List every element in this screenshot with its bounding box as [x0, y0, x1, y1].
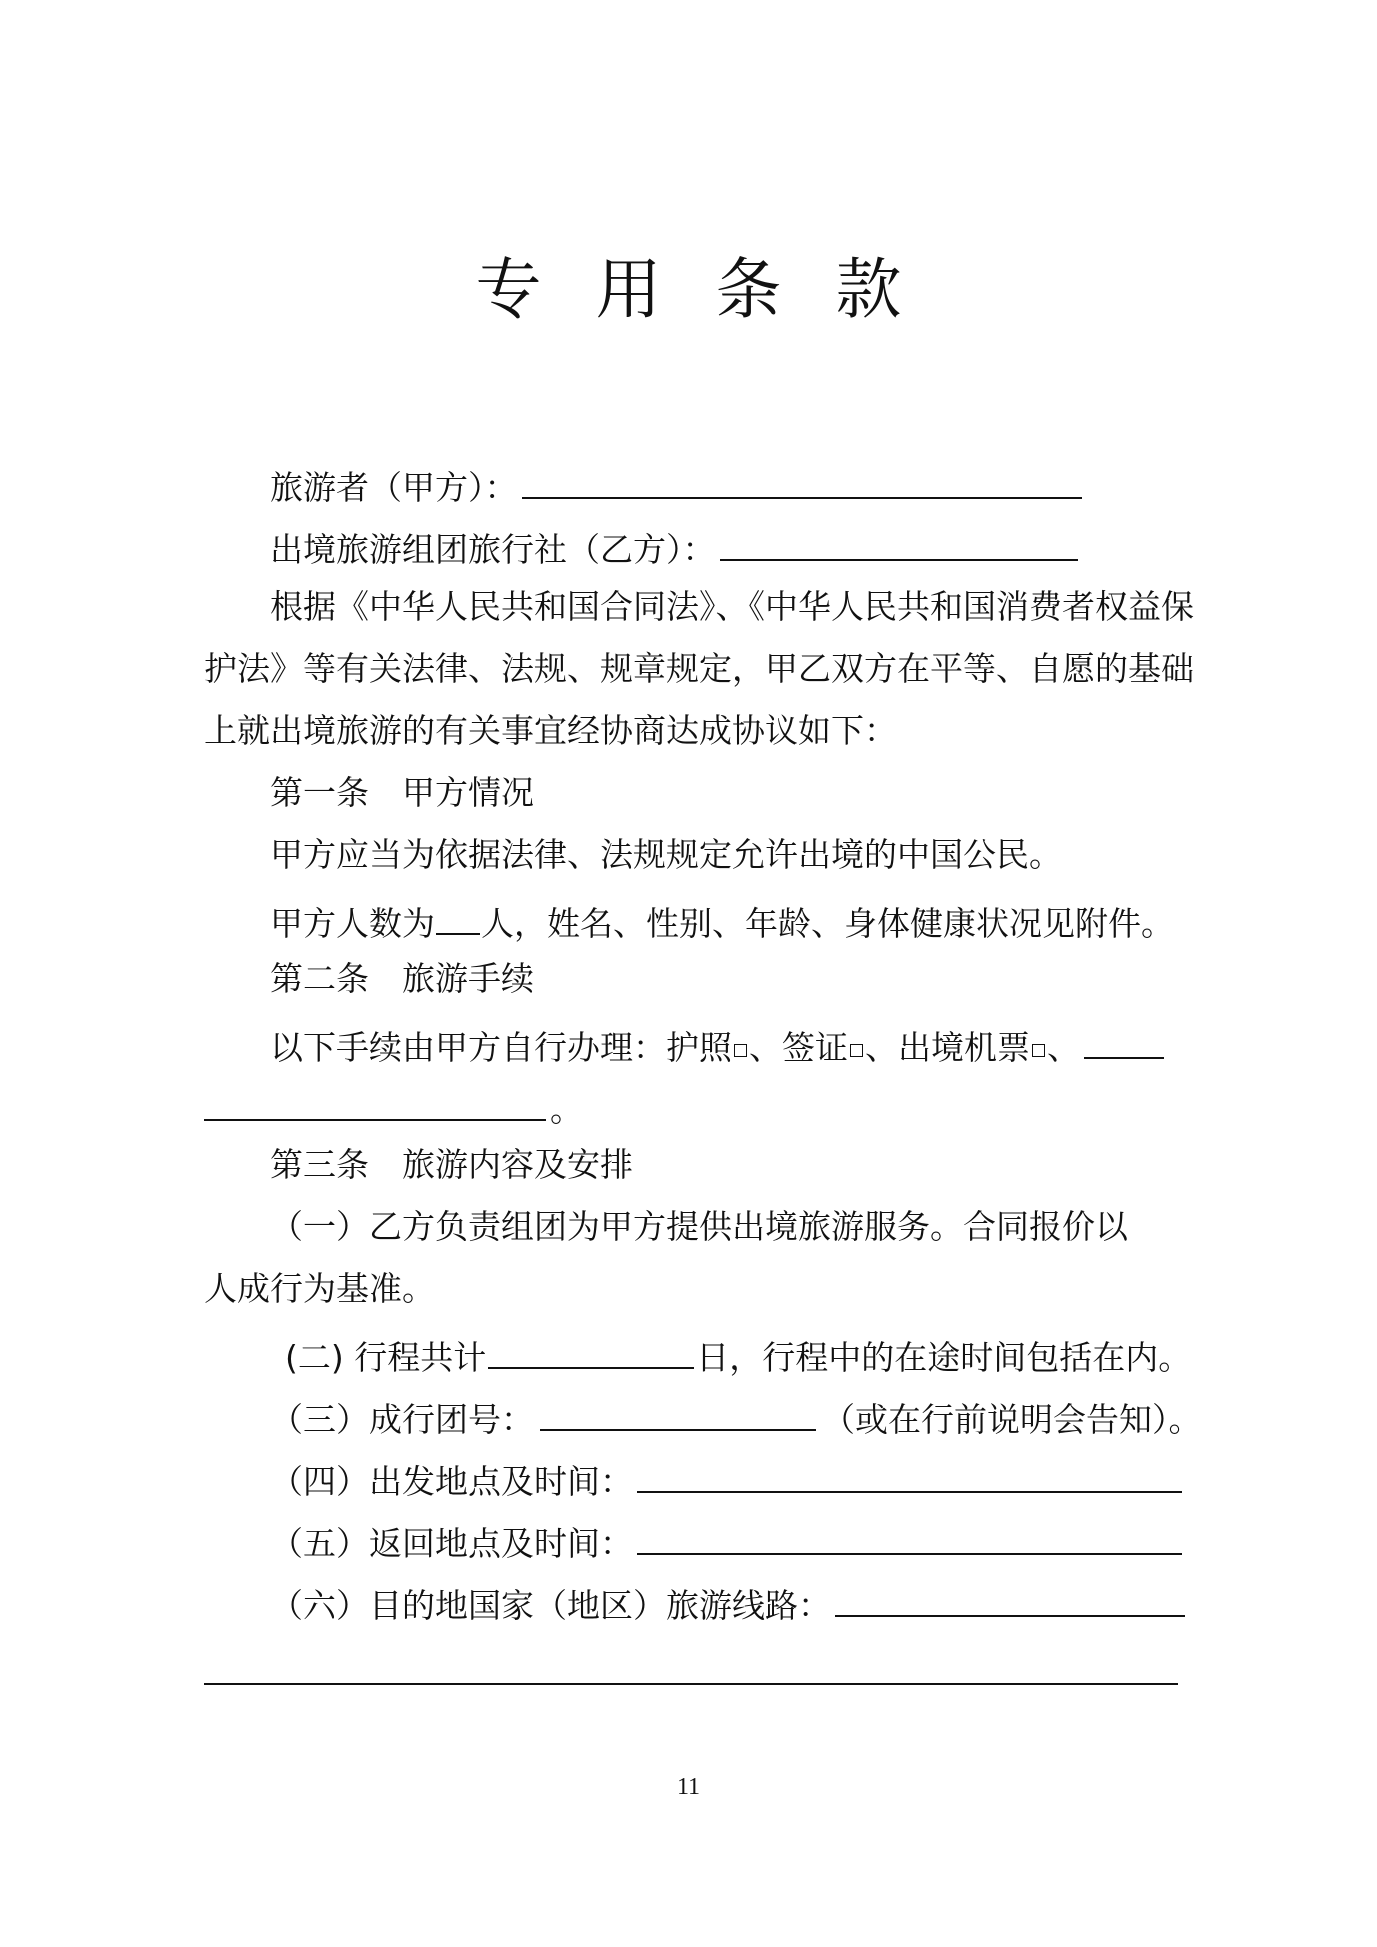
visa-checkbox[interactable] — [850, 1044, 863, 1057]
tourist-party-line — [270, 461, 1086, 508]
tourist-count-suffix: 人，姓名、性别、年龄、身体健康状况见附件。 — [481, 904, 1174, 943]
other-procedure-blank-2[interactable] — [204, 1083, 546, 1121]
agency-party-line — [270, 523, 1082, 570]
itinerary-days-suffix: 日，行程中的在途时间包括在内。 — [696, 1338, 1192, 1377]
article-3-item-1-line-2: 人成行为基准。 — [204, 1269, 435, 1308]
itinerary-days-label: (二) 行程共计 — [285, 1338, 487, 1377]
tour-group-number-label: （三）成行团号： — [270, 1400, 534, 1439]
page-number: 11 — [676, 1774, 701, 1800]
article-2-text — [270, 1021, 1168, 1068]
agency-name-blank[interactable] — [720, 523, 1078, 561]
article-3-item-1-line-1: （一）乙方负责组团为甲方提供出境旅游服务。合同报价以 — [270, 1207, 1128, 1246]
ticket-checkbox[interactable] — [1032, 1044, 1045, 1057]
article-3-item-6 — [270, 1579, 1189, 1626]
route-blank-2[interactable] — [204, 1683, 1178, 1685]
return-blank[interactable] — [637, 1517, 1182, 1555]
article-2-text-cont — [204, 1083, 583, 1130]
other-procedure-blank-1[interactable] — [1084, 1021, 1164, 1059]
procedures-separator: 、 — [1047, 1028, 1080, 1067]
article-1-heading: 第一条 甲方情况 — [270, 773, 534, 812]
tour-group-number-blank[interactable] — [540, 1393, 816, 1431]
ticket-label: 、出境机票 — [865, 1028, 1030, 1067]
passport-label: 护照 — [666, 1028, 732, 1067]
tourist-count-label: 甲方人数为 — [270, 904, 435, 943]
article-3-item-2 — [285, 1331, 1191, 1378]
route-label: （六）目的地国家（地区）旅游线路： — [270, 1586, 831, 1625]
article-1-text-2 — [270, 897, 1174, 944]
procedures-prefix: 以下手续由甲方自行办理： — [270, 1028, 666, 1067]
article-3-item-5 — [270, 1517, 1186, 1564]
return-label: （五）返回地点及时间： — [270, 1524, 633, 1563]
procedures-end: 。 — [550, 1090, 583, 1129]
page-title: 专用条款 — [475, 251, 956, 328]
article-3-item-4 — [270, 1455, 1186, 1502]
article-2-heading: 第二条 旅游手续 — [270, 959, 534, 998]
article-3-heading: 第三条 旅游内容及安排 — [270, 1145, 633, 1184]
tour-group-number-suffix: （或在行前说明会告知）。 — [822, 1400, 1202, 1439]
agency-party-label: 出境旅游组团旅行社（乙方）： — [270, 530, 716, 569]
route-blank-1[interactable] — [835, 1579, 1185, 1617]
tourist-count-blank[interactable] — [436, 897, 480, 935]
preamble-line-2: 护法》等有关法律、法规、规章规定，甲乙双方在平等、自愿的基础 — [204, 649, 1194, 688]
article-1-text-1: 甲方应当为依据法律、法规规定允许出境的中国公民。 — [270, 835, 1062, 874]
visa-label: 、签证 — [749, 1028, 848, 1067]
itinerary-days-blank[interactable] — [488, 1331, 694, 1369]
tourist-party-label: 旅游者（甲方）： — [270, 468, 518, 507]
article-3-item-3 — [270, 1393, 1202, 1440]
preamble-line-1: 根据《中华人民共和国合同法》、《中华人民共和国消费者权益保 — [270, 587, 1194, 626]
departure-label: （四）出发地点及时间： — [270, 1462, 633, 1501]
passport-checkbox[interactable] — [734, 1044, 747, 1057]
tourist-name-blank[interactable] — [522, 461, 1082, 499]
departure-blank[interactable] — [637, 1455, 1182, 1493]
preamble-line-3: 上就出境旅游的有关事宜经协商达成协议如下： — [204, 711, 897, 750]
